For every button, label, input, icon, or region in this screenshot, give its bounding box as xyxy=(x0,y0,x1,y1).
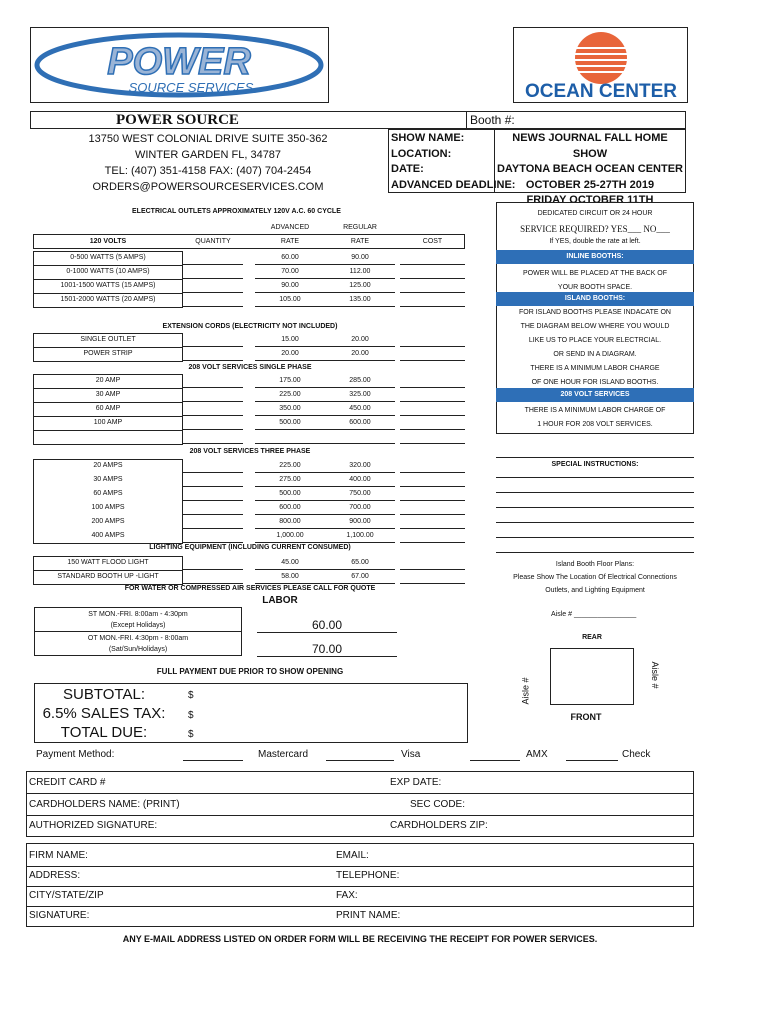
footer-note: ANY E-MAIL ADDRESS LISTED ON ORDER FORM WILL BE RECEIVING THE RECEIPT FOR POWER SERVICES. xyxy=(122,934,598,944)
rate-row-label-box xyxy=(33,265,183,280)
email-label: EMAIL: xyxy=(336,850,369,861)
payment-method-label: Payment Method: xyxy=(36,749,115,760)
special-instructions-line[interactable] xyxy=(496,507,694,508)
rate-row-label: STANDARD BOOTH UP -LIGHT xyxy=(57,573,159,580)
regular-rate: 320.00 xyxy=(349,462,371,469)
advanced-rate: 15.00 xyxy=(281,336,299,343)
quantity-field[interactable] xyxy=(183,306,243,307)
rate-row-label-box xyxy=(33,416,183,431)
advanced-rate: 225.00 xyxy=(279,391,301,398)
floor-plan-note xyxy=(496,558,694,597)
advanced-rate: 70.00 xyxy=(281,268,299,275)
print-name-label: PRINT NAME: xyxy=(336,910,401,921)
v208-title: 208 VOLT SERVICES xyxy=(496,388,694,402)
advanced-rate: 500.00 xyxy=(279,490,301,497)
rate-row-label: 100 AMP xyxy=(93,419,123,426)
ocean-center-logo xyxy=(513,27,688,103)
booth-number-label: Booth #: xyxy=(470,113,515,127)
regular-rate: 285.00 xyxy=(349,377,371,384)
signature-label: SIGNATURE: xyxy=(29,910,90,921)
rate-row-label: 30 AMP xyxy=(95,391,121,398)
tax-label: 6.5% SALES TAX: xyxy=(42,705,166,722)
rate-row-label: 1001-1500 WATTS (15 AMPS) xyxy=(60,282,156,289)
advanced-rate: 90.00 xyxy=(281,282,299,289)
amx-checkbox[interactable] xyxy=(470,760,520,761)
regular-rate: 125.00 xyxy=(349,282,371,289)
fax-label: FAX: xyxy=(336,890,358,901)
advanced-rate: 175.00 xyxy=(279,377,301,384)
service-required[interactable]: SERVICE REQUIRED? YES___ NO___ xyxy=(520,224,670,234)
labor-title: LABOR xyxy=(262,595,298,606)
address-line: ORDERS@POWERSOURCESERVICES.COM xyxy=(92,181,324,193)
power-source-logo xyxy=(30,27,329,103)
inline-line: YOUR BOOTH SPACE. xyxy=(557,284,633,291)
address-field[interactable] xyxy=(85,867,325,885)
advanced-rate: 60.00 xyxy=(281,254,299,261)
st-line: ST MON.-FRI. 8:00am - 4:30pm xyxy=(88,611,188,618)
rate-row-label-box xyxy=(33,374,183,389)
regular-rate: 20.00 xyxy=(351,336,369,343)
inline-booths-title: INLINE BOOTHS: xyxy=(496,250,694,264)
rate-row-label: 200 AMPS xyxy=(91,518,125,525)
telephone-label: TELEPHONE: xyxy=(336,870,400,881)
rate-row-label: 0-1000 WATTS (10 AMPS) xyxy=(66,268,150,275)
regular-rate-line xyxy=(325,542,395,543)
island-line: FOR ISLAND BOOTHS PLEASE INDACATE ON xyxy=(519,309,671,316)
rate-row-label: 150 WATT FLOOD LIGHT xyxy=(67,559,149,566)
ot-line: (Sat/Sun/Holidays) xyxy=(108,646,168,653)
cardholder-name-field[interactable] xyxy=(185,795,400,814)
telephone-field[interactable] xyxy=(400,867,690,885)
address-label: ADDRESS: xyxy=(29,870,81,881)
electrical-title: ELECTRICAL OUTLETS APPROXIMATELY 120V A.C. 60 CYCLE xyxy=(132,208,341,215)
rate-row-label: 400 AMPS xyxy=(91,532,125,539)
advanced-rate: 20.00 xyxy=(281,350,299,357)
advanced-rate: 58.00 xyxy=(281,573,299,580)
address-line: TEL: (407) 351-4158 FAX: (407) 704-2454 xyxy=(104,165,312,177)
island-line: THERE IS A MINIMUM LABOR CHARGE xyxy=(530,365,660,372)
advanced-rate: 350.00 xyxy=(279,405,301,412)
print-name-field[interactable] xyxy=(405,907,690,926)
rate-row-label-box xyxy=(33,279,183,294)
three-phase-title: 208 VOLT SERVICES THREE PHASE xyxy=(189,448,311,455)
location-value: DAYTONA BEACH OCEAN CENTER xyxy=(496,163,683,175)
address-line: 13750 WEST COLONIAL DRIVE SUITE 350-362 xyxy=(88,133,328,145)
company-address xyxy=(30,131,386,195)
rate-row-label: SINGLE OUTLET xyxy=(80,336,136,343)
city-state-zip-field[interactable] xyxy=(115,887,325,905)
total-due-label: TOTAL DUE: xyxy=(60,724,148,741)
advanced-rate-line xyxy=(255,583,325,584)
visa-checkbox[interactable] xyxy=(326,760,394,761)
ot-labor-label xyxy=(34,633,242,655)
rate-row-label: 60 AMPS xyxy=(93,490,123,497)
date-value: OCTOBER 25-27TH 2019 xyxy=(525,178,655,191)
ot-labor-line[interactable] xyxy=(257,656,397,657)
cost-field[interactable] xyxy=(400,583,465,584)
special-instructions-label: SPECIAL INSTRUCTIONS: xyxy=(551,461,639,468)
subtotal-dollar: $ xyxy=(188,690,194,701)
rate-row-label-box xyxy=(33,251,183,266)
regular-rate-line xyxy=(325,306,395,307)
advanced-rate: 1,000.00 xyxy=(276,532,304,539)
quantity-field[interactable] xyxy=(183,360,243,361)
full-payment-note: FULL PAYMENT DUE PRIOR TO SHOW OPENING xyxy=(156,667,344,676)
credit-card-number-field[interactable] xyxy=(110,773,380,792)
cost-field[interactable] xyxy=(400,306,465,307)
mastercard-checkbox[interactable] xyxy=(183,760,243,761)
quantity-field[interactable] xyxy=(183,542,243,543)
st-labor-label xyxy=(34,609,242,631)
authorized-signature-field[interactable] xyxy=(160,817,385,836)
floor-plan-line: Please Show The Location Of Electrical Connections xyxy=(513,574,677,581)
regular-rate-line xyxy=(325,360,395,361)
location-label: LOCATION: xyxy=(391,147,452,160)
floor-plan-line: Island Booth Floor Plans: xyxy=(555,561,635,568)
rate-row-label-box xyxy=(33,333,183,348)
cardholder-name-label: CARDHOLDERS NAME: (PRINT) xyxy=(29,799,180,810)
dedicated-circuit: DEDICATED CIRCUIT OR 24 HOUR xyxy=(537,210,653,217)
ot-labor-rate: 70.00 xyxy=(311,642,343,656)
rear-label: REAR xyxy=(582,634,602,641)
signature-field[interactable] xyxy=(95,907,325,926)
sec-code-label: SEC CODE: xyxy=(410,799,466,810)
water-note: FOR WATER OR COMPRESSED AIR SERVICES PLEASE CALL FOR QUOTE xyxy=(124,585,376,592)
sec-code-field[interactable] xyxy=(465,795,690,814)
st-labor-line[interactable] xyxy=(257,632,397,633)
fax-field[interactable] xyxy=(365,887,690,905)
regular-rate: 900.00 xyxy=(349,518,371,525)
exp-date-label: EXP DATE: xyxy=(390,777,442,788)
visa-option: Visa xyxy=(401,749,421,760)
total-due-field[interactable] xyxy=(196,724,466,742)
subtotal-label: SUBTOTAL: xyxy=(63,686,145,703)
inline-booths-note xyxy=(496,267,694,295)
power-logo-subtext: SOURCE SERVICES xyxy=(128,80,254,95)
island-booths-title: ISLAND BOOTHS: xyxy=(496,292,694,306)
v208-note xyxy=(496,404,694,432)
regular-rate: 112.00 xyxy=(349,268,371,275)
st-labor-rate: 60.00 xyxy=(311,618,343,632)
advanced-rate: 800.00 xyxy=(279,518,301,525)
regular-rate: 20.00 xyxy=(351,350,369,357)
city-state-zip-label: CITY/STATE/ZIP xyxy=(29,890,104,901)
advanced-rate: 45.00 xyxy=(281,559,299,566)
regular-rate: 700.00 xyxy=(349,504,371,511)
exp-date-field[interactable] xyxy=(445,773,690,792)
company-title: POWER SOURCE xyxy=(116,112,239,128)
col-regular-rate: RATE xyxy=(350,238,370,245)
blank-field[interactable] xyxy=(400,443,465,444)
rate-row-label: 20 AMP xyxy=(95,377,121,384)
special-instructions-line[interactable] xyxy=(496,537,694,538)
rate-row-label-box xyxy=(33,430,183,445)
check-option: Check xyxy=(622,749,651,760)
deadline-label: ADVANCED DEADLINE: xyxy=(391,178,516,191)
mastercard-option: Mastercard xyxy=(258,749,309,760)
single-phase-title: 208 VOLT SERVICES SINGLE PHASE xyxy=(188,364,312,371)
col-advanced: ADVANCED xyxy=(270,224,310,231)
island-line: OF ONE HOUR FOR ISLAND BOOTHS. xyxy=(531,379,659,386)
advanced-rate-line xyxy=(255,542,325,543)
rate-row-label-box xyxy=(33,570,183,585)
regular-rate: 325.00 xyxy=(349,391,371,398)
double-rate-note: If YES, double the rate at left. xyxy=(549,238,641,245)
show-name-label: SHOW NAME: xyxy=(391,132,465,144)
cost-field[interactable] xyxy=(400,360,465,361)
rate-row-label: 20 AMPS xyxy=(93,462,123,469)
rate-row-label-box xyxy=(33,293,183,308)
tax-dollar: $ xyxy=(188,710,194,721)
floor-plan-line: Outlets, and Lighting Equipment xyxy=(545,587,645,594)
aisle-top-label[interactable]: Aisle # ________________ xyxy=(551,611,637,618)
special-instructions-line[interactable] xyxy=(496,477,694,478)
regular-rate: 750.00 xyxy=(349,490,371,497)
front-label: FRONT xyxy=(570,712,602,722)
advanced-rate-line xyxy=(255,306,325,307)
cardholder-zip-field[interactable] xyxy=(490,817,690,836)
special-instructions-line[interactable] xyxy=(496,522,694,523)
subtotal-field[interactable] xyxy=(196,686,466,704)
v208-line: 1 HOUR FOR 208 VOLT SERVICES. xyxy=(537,421,653,428)
advanced-rate: 105.00 xyxy=(279,296,301,303)
aisle-right-text: Aisle # xyxy=(650,661,660,689)
ocean-center-logo-text: OCEAN CENTER xyxy=(524,81,678,102)
tax-field[interactable] xyxy=(196,705,466,723)
regular-rate: 400.00 xyxy=(349,476,371,483)
regular-rate: 1,100.00 xyxy=(346,532,374,539)
rate-row-label-box xyxy=(33,556,183,571)
regular-rate-line xyxy=(325,583,395,584)
quantity-field[interactable] xyxy=(183,583,243,584)
regular-rate: 450.00 xyxy=(349,405,371,412)
cardholder-zip-label: CARDHOLDERS ZIP: xyxy=(390,820,488,831)
rate-row-label: 60 AMP xyxy=(95,405,121,412)
aisle-right-label xyxy=(650,660,660,690)
booth-number-field[interactable] xyxy=(520,112,684,128)
blank-field[interactable] xyxy=(255,443,325,444)
advanced-rate: 225.00 xyxy=(279,462,301,469)
show-name-value: NEWS JOURNAL FALL HOME SHOW xyxy=(512,132,668,160)
check-checkbox[interactable] xyxy=(566,760,618,761)
regular-rate: 135.00 xyxy=(349,296,371,303)
advanced-rate: 275.00 xyxy=(279,476,301,483)
regular-rate: 65.00 xyxy=(351,559,369,566)
regular-rate: 600.00 xyxy=(349,419,371,426)
rate-row-label: POWER STRIP xyxy=(83,350,133,357)
total-dollar: $ xyxy=(188,729,194,740)
authorized-signature-label: AUTHORIZED SIGNATURE: xyxy=(29,820,158,831)
rate-row-label: 30 AMPS xyxy=(93,476,123,483)
date-label: DATE: xyxy=(391,163,424,175)
show-info-values xyxy=(494,131,686,209)
rate-row-label: 100 AMPS xyxy=(91,504,125,511)
advanced-rate-line xyxy=(255,360,325,361)
island-line: OR SEND IN A DIAGRAM. xyxy=(553,351,637,358)
amx-option: AMX xyxy=(526,749,548,760)
ot-line: OT MON.-FRI. 4:30pm - 8:00am xyxy=(87,635,189,642)
ext-title: EXTENSION CORDS (ELECTRICITY NOT INCLUDED) xyxy=(162,323,338,330)
col-regular: REGULAR xyxy=(343,224,377,231)
col-cost: COST xyxy=(422,238,443,245)
col-quantity: QUANTITY xyxy=(195,238,231,245)
rate-row-label-box xyxy=(33,388,183,403)
advanced-rate: 600.00 xyxy=(279,504,301,511)
blank-field[interactable] xyxy=(183,443,243,444)
col-advanced-rate: RATE xyxy=(280,238,300,245)
lighting-title: LIGHTING EQUIPMENT (INCLUDING CURRENT CONSUMED) xyxy=(149,544,351,551)
island-line: LIKE US TO PLACE YOUR ELECTRCIAL. xyxy=(528,337,662,344)
aisle-left-label: Aisle # xyxy=(520,677,531,705)
v208-line: THERE IS A MINIMUM LABOR CHARGE OF xyxy=(524,407,666,414)
address-line: WINTER GARDEN FL, 34787 xyxy=(134,149,282,161)
col-volts: 120 VOLTS xyxy=(89,238,127,245)
rate-row-label: 1501-2000 WATTS (20 AMPS) xyxy=(60,296,156,303)
advanced-rate: 500.00 xyxy=(279,419,301,426)
power-logo-text: POWER xyxy=(107,41,251,83)
island-booths-note xyxy=(496,306,694,390)
rate-row-label-box xyxy=(33,402,183,417)
credit-card-number-label: CREDIT CARD # xyxy=(29,777,106,788)
blank-field[interactable] xyxy=(325,443,395,444)
regular-rate: 67.00 xyxy=(351,573,369,580)
special-instructions-line[interactable] xyxy=(496,492,694,493)
rate-row-label: 0-500 WATTS (5 AMPS) xyxy=(70,254,146,261)
firm-name-field[interactable] xyxy=(95,845,325,865)
cost-field[interactable] xyxy=(400,542,465,543)
three-phase-label-box xyxy=(33,459,183,544)
email-field[interactable] xyxy=(375,845,690,865)
firm-name-label: FIRM NAME: xyxy=(29,850,88,861)
regular-rate: 90.00 xyxy=(351,254,369,261)
rate-row-label-box xyxy=(33,347,183,362)
booth-diagram[interactable] xyxy=(550,648,634,705)
deadline-value: FRIDAY OCTOBER 11TH xyxy=(526,194,654,206)
st-line: (Except Holidays) xyxy=(110,622,166,629)
inline-line: POWER WILL BE PLACED AT THE BACK OF xyxy=(522,270,668,277)
island-line: THE DIAGRAM BELOW WHERE YOU WOULD xyxy=(520,323,670,330)
